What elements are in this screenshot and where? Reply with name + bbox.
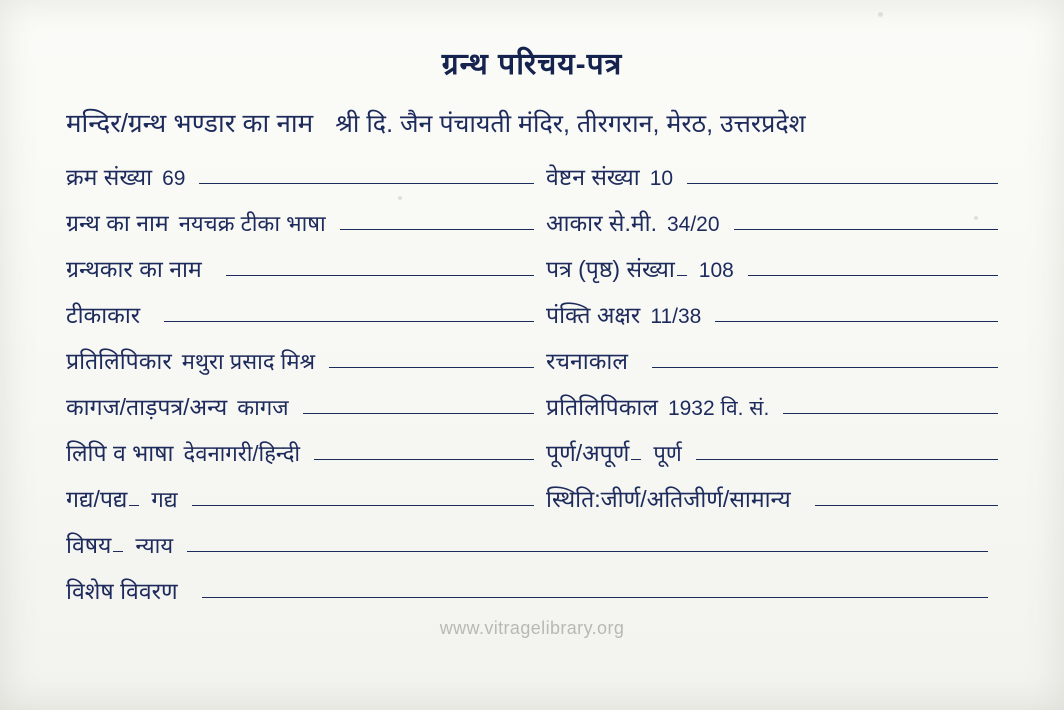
field-label: कागज/ताड़पत्र/अन्य xyxy=(66,394,228,420)
field-label: लिपि व भाषा xyxy=(66,440,174,466)
field-label: ग्रन्थकार का नाम xyxy=(66,256,202,282)
field-lines-letters xyxy=(546,298,1000,330)
field-material xyxy=(66,390,546,422)
field-row xyxy=(66,344,1000,390)
field-special-details xyxy=(66,574,1000,606)
field-label: ग्रन्थ का नाम xyxy=(66,210,169,236)
field-row xyxy=(66,528,1000,574)
field-row xyxy=(66,482,1000,528)
field-row xyxy=(66,206,1000,252)
temple-name-row xyxy=(66,104,1040,140)
field-subject xyxy=(66,528,1000,560)
field-label: वेष्टन संख्या xyxy=(546,164,640,190)
field-label: आकार से.मी. xyxy=(546,210,657,236)
field-label: टीकाकार xyxy=(66,302,141,328)
field-label: विषय xyxy=(66,532,112,558)
field-label: पंक्ति अक्षर xyxy=(546,302,641,328)
field-value: नयचक्र टीका भाषा xyxy=(178,211,326,236)
page-title: ग्रन्थ परिचय-पत्र xyxy=(441,48,623,81)
field-size-cm xyxy=(546,206,1000,238)
field-row xyxy=(66,252,1000,298)
field-value: गद्य xyxy=(151,487,178,512)
paper-speck xyxy=(878,12,883,17)
field-script-language xyxy=(66,436,546,468)
fields-grid xyxy=(66,160,1000,620)
field-label: स्थिति:जीर्ण/अतिजीर्ण/सामान्य xyxy=(546,486,791,512)
field-prose-verse xyxy=(66,482,546,514)
field-serial-number xyxy=(66,160,546,192)
field-value: 1932 वि. सं. xyxy=(667,397,770,420)
field-commentator xyxy=(66,298,546,330)
field-value: 69 xyxy=(162,167,186,190)
field-value: 108 xyxy=(698,259,734,282)
field-copy-date xyxy=(546,390,1000,422)
field-value: पूर्ण xyxy=(653,441,682,466)
field-label: क्रम संख्या xyxy=(66,164,153,190)
field-wrapper-number xyxy=(546,160,1000,192)
temple-name-label: मन्दिर/ग्रन्थ भण्डार का नाम xyxy=(66,108,314,138)
field-row xyxy=(66,436,1000,482)
field-condition xyxy=(546,482,1000,514)
field-complete-incomplete xyxy=(546,436,1000,468)
field-row xyxy=(66,160,1000,206)
watermark: www.vitragelibrary.org xyxy=(439,618,625,638)
field-value: कागज xyxy=(237,395,289,420)
field-scribe xyxy=(66,344,546,376)
field-label: पत्र (पृष्ठ) संख्या xyxy=(546,256,675,282)
field-label: पूर्ण/अपूर्ण xyxy=(546,440,630,466)
field-page-count xyxy=(546,252,1000,284)
field-author-name xyxy=(66,252,546,284)
field-label: विशेष विवरण xyxy=(66,578,178,604)
field-label: प्रतिलिपिकार xyxy=(66,348,172,374)
field-label: गद्य/पद्य xyxy=(66,486,128,512)
field-value: 34/20 xyxy=(666,213,720,236)
field-row xyxy=(66,574,1000,620)
field-label: प्रतिलिपिकाल xyxy=(546,394,658,420)
field-label: रचनाकाल xyxy=(546,348,628,374)
field-value: न्याय xyxy=(135,533,174,558)
field-value: 10 xyxy=(649,167,674,190)
temple-name-value: श्री दि. जैन पंचायती मंदिर, तीरगरान, मेरठ, उत्तरप्रदेश xyxy=(335,110,806,138)
field-row xyxy=(66,390,1000,436)
field-manuscript-name xyxy=(66,206,546,238)
field-value: 11/38 xyxy=(650,305,702,328)
field-value: मथुरा प्रसाद मिश्र xyxy=(181,349,316,374)
field-value: देवनागरी/हिन्दी xyxy=(183,441,301,466)
field-row xyxy=(66,298,1000,344)
field-composition-date xyxy=(546,344,1000,376)
